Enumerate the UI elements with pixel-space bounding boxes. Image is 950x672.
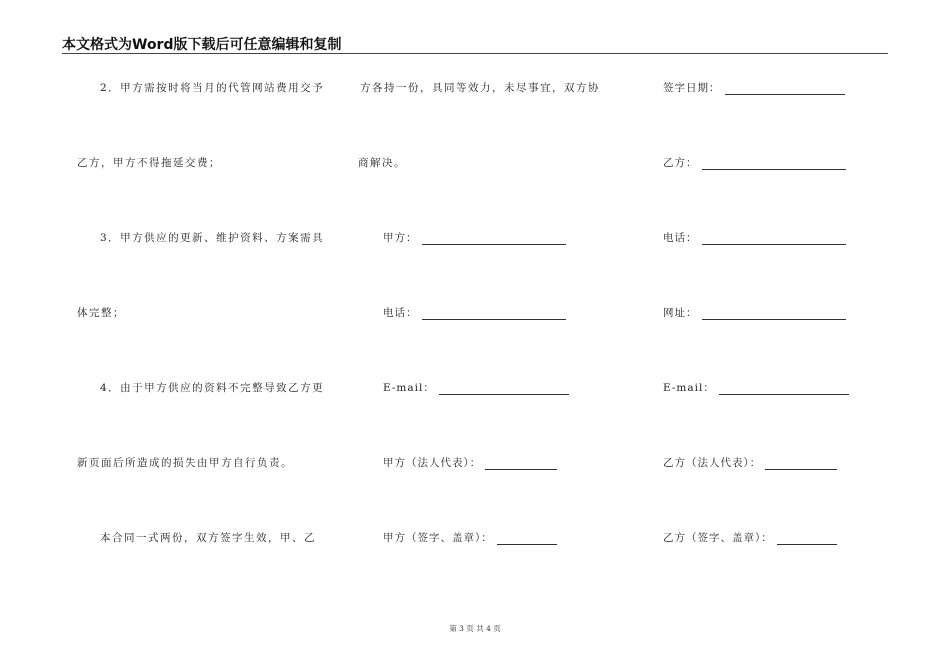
party-b-signature-blank (777, 533, 837, 545)
party-b-website-field (663, 305, 846, 320)
party-b-blank (702, 158, 846, 170)
contract-copies-line: 本合同一式两份，双方签字生效，甲、乙 (100, 532, 316, 544)
clause-2-line-2: 乙方，甲方不得拖延交费； (77, 157, 221, 169)
party-b-website-blank (702, 308, 846, 320)
clause-3-line-2: 体完整； (77, 307, 125, 319)
clause-4-line-2: 新页面后所造成的损失由甲方自行负责。 (77, 457, 293, 469)
sign-date-label: 签字日期： (663, 82, 721, 94)
party-a-phone-label: 电话： (383, 307, 418, 319)
party-b-legal-rep-label: 乙方（法人代表）： (663, 457, 762, 469)
party-a-field (383, 230, 566, 245)
party-b-phone-field (663, 230, 846, 245)
page-number: 第 3 页 共 4 页 (449, 624, 501, 633)
party-b-legal-rep-field (663, 455, 837, 470)
party-b-email-label: E-mail： (663, 382, 715, 394)
header-title: 本文格式为Word版下载后可任意编辑和复制 (62, 37, 342, 53)
party-b-phone-label: 电话： (663, 232, 698, 244)
party-a-legal-rep-field (383, 455, 557, 470)
party-b-label: 乙方： (663, 157, 698, 169)
clause-3-line-1: 3．甲方供应的更新、维护资料、方案需具 (100, 232, 325, 244)
party-a-phone-blank (422, 308, 566, 320)
party-b-website-label: 网址： (663, 307, 698, 319)
party-b-legal-rep-blank (765, 458, 837, 470)
party-b-phone-blank (702, 233, 846, 245)
party-a-signature-field (383, 530, 557, 545)
party-a-signature-label: 甲方（签字、盖章）： (383, 532, 493, 544)
sign-date-field (663, 80, 845, 95)
party-a-blank (422, 233, 566, 245)
clause-2-line-1: 2．甲方需按时将当月的代管网站费用交予 (100, 82, 325, 94)
party-b-email-field (663, 380, 849, 395)
header-divider (62, 53, 888, 54)
party-a-legal-rep-blank (485, 458, 557, 470)
party-a-signature-blank (497, 533, 557, 545)
party-a-phone-field (383, 305, 566, 320)
party-a-legal-rep-label: 甲方（法人代表）： (383, 457, 482, 469)
copies-continued-line-2: 商解决。 (358, 157, 406, 169)
party-a-label: 甲方： (383, 232, 418, 244)
party-b-signature-label: 乙方（签字、盖章）： (663, 532, 773, 544)
party-a-email-blank (439, 383, 569, 395)
party-b-email-blank (719, 383, 849, 395)
clause-4-line-1: 4．由于甲方供应的资料不完整导致乙方更 (100, 382, 325, 394)
party-a-email-label: E-mail： (383, 382, 435, 394)
copies-continued-line-1: 方各持一份，具同等效力，未尽事宜，双方协 (360, 82, 600, 94)
sign-date-blank (725, 83, 845, 95)
party-b-signature-field (663, 530, 837, 545)
party-a-email-field (383, 380, 569, 395)
party-b-field (663, 155, 846, 170)
